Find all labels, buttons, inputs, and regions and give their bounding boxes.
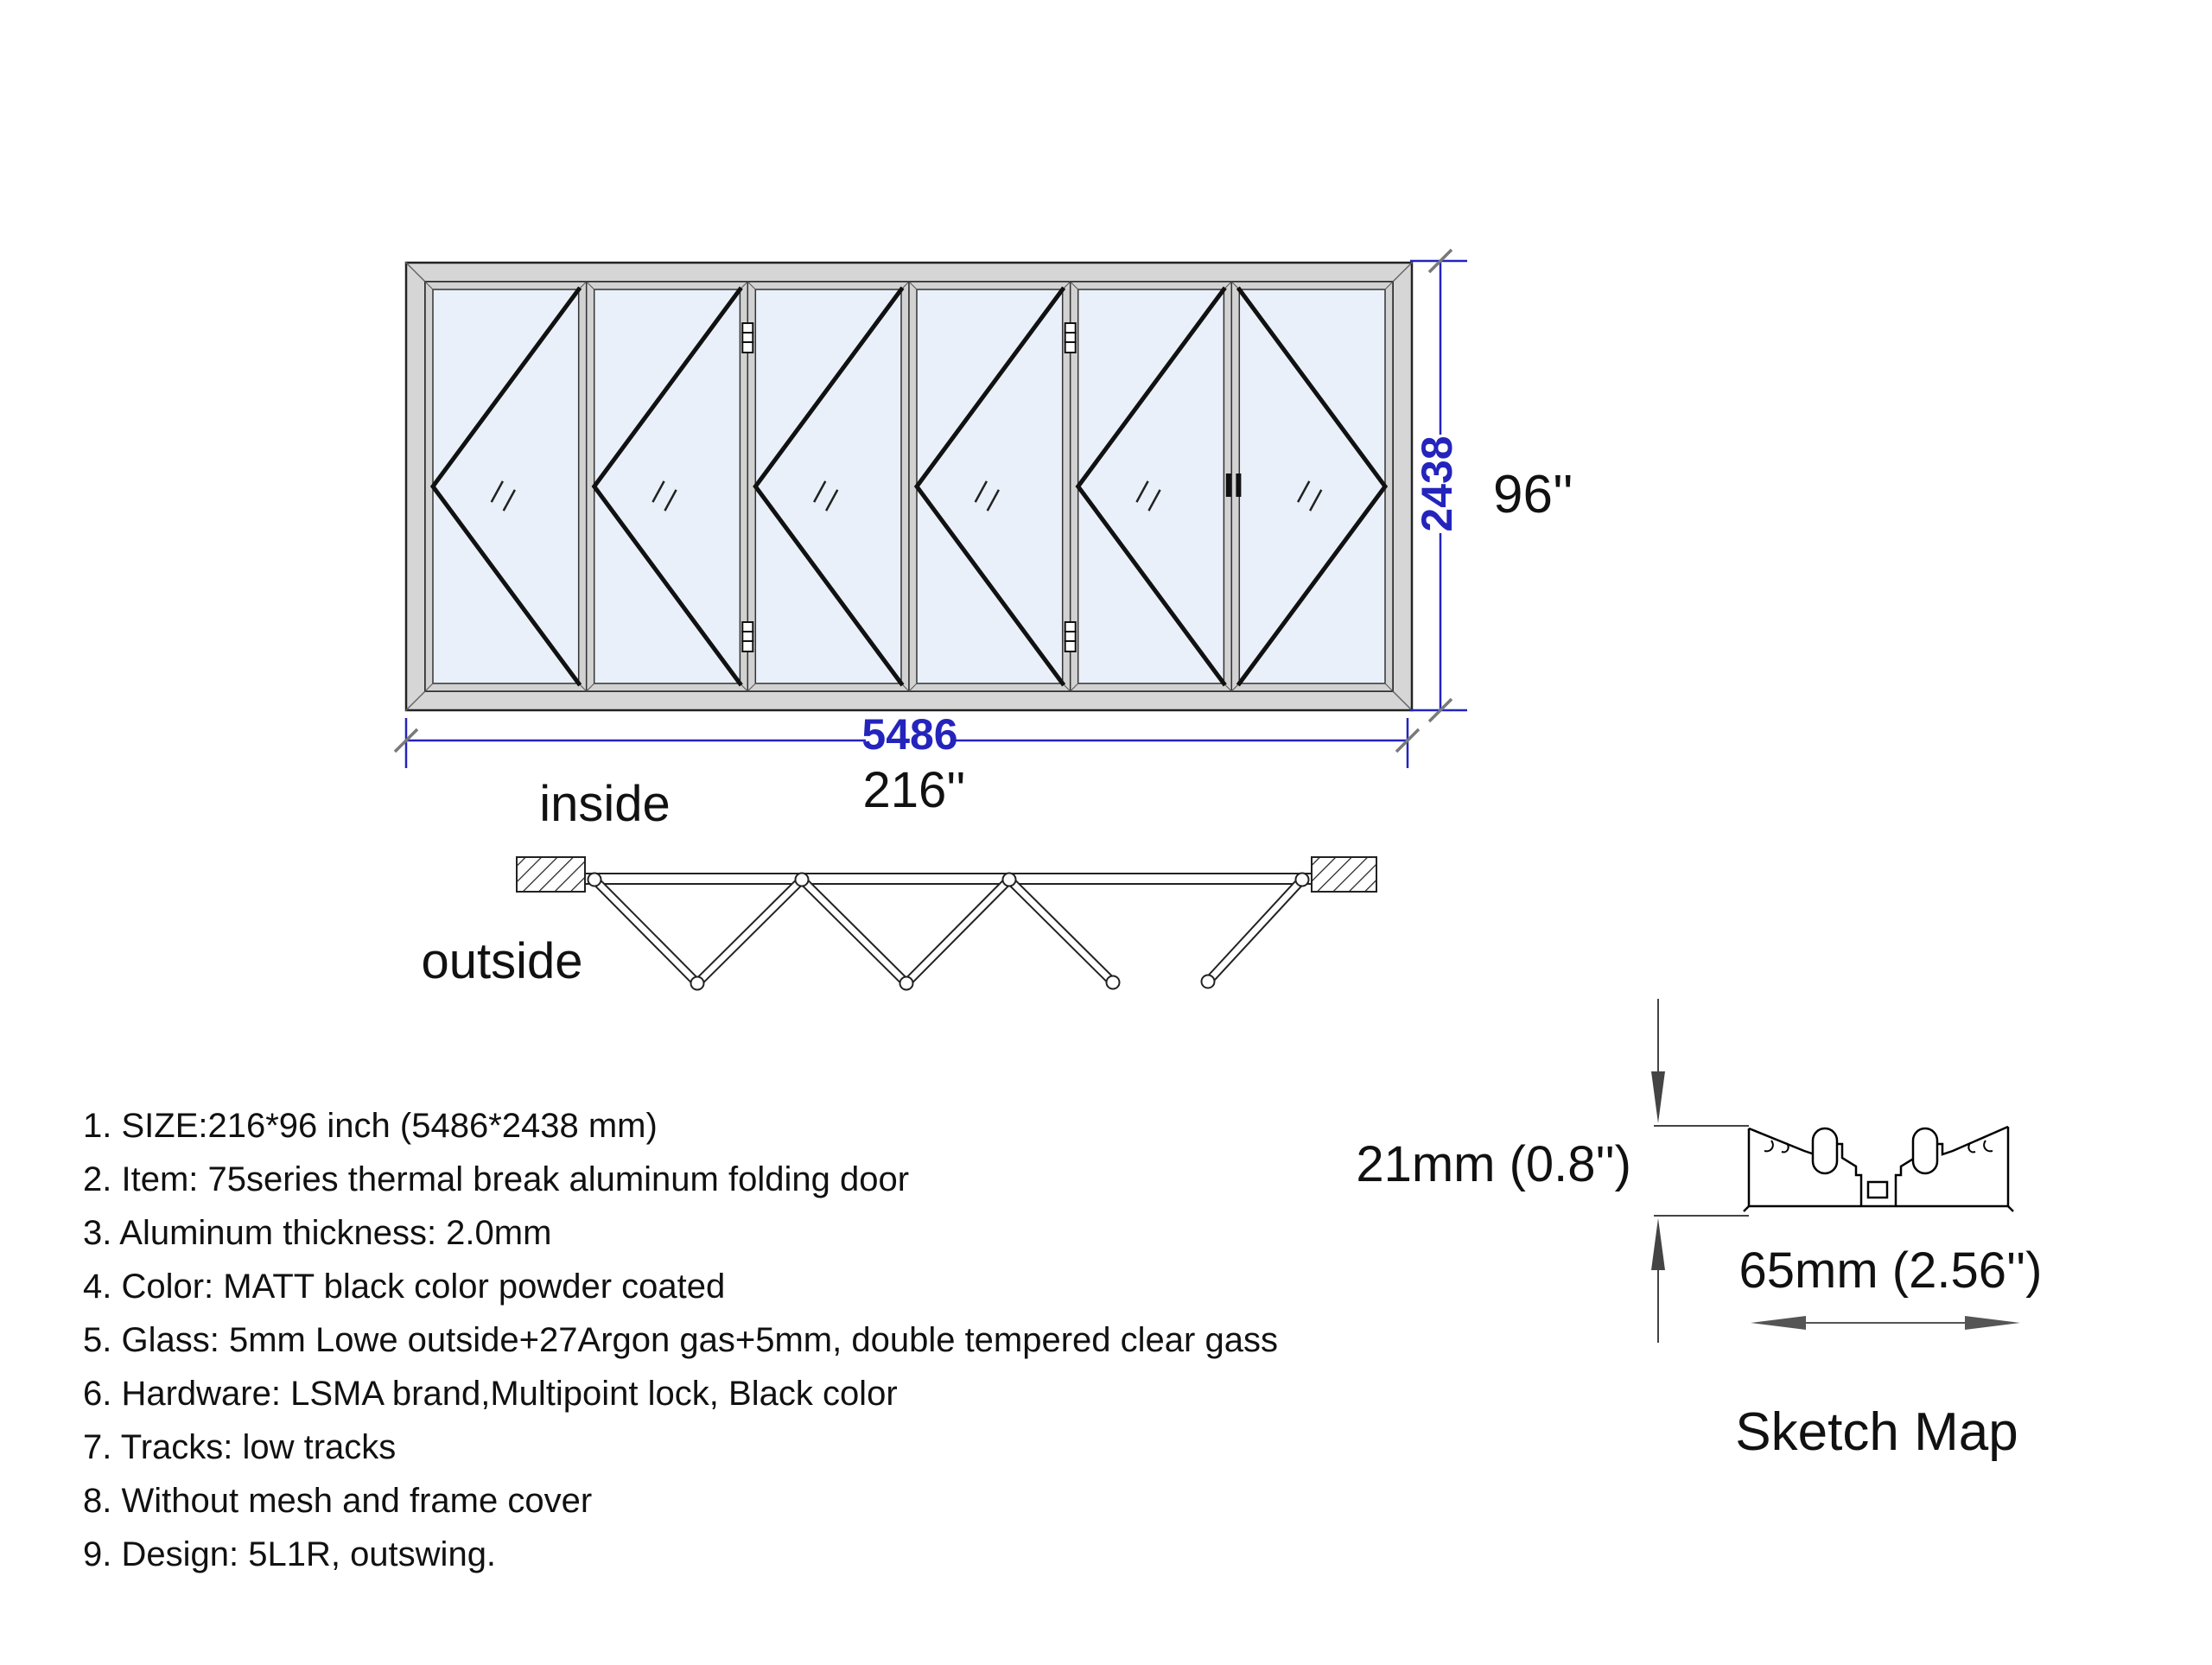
- spec-line-7: 7. Tracks: low tracks: [83, 1428, 397, 1466]
- dimension-height-in: 96'': [1493, 465, 1573, 524]
- spec-line-4: 4. Color: MATT black color powder coated: [83, 1268, 726, 1306]
- dimension-track-height: 21mm (0.8''): [1356, 1136, 1631, 1192]
- door-panel-2: [587, 282, 748, 691]
- spec-line-8: 8. Without mesh and frame cover: [83, 1482, 593, 1520]
- track-width-dimension: [1751, 1316, 2020, 1330]
- sketch-map-title: Sketch Map: [1735, 1402, 2018, 1462]
- track-height-dimension: [1651, 999, 1749, 1343]
- track-profile-drawing: [1744, 1127, 2013, 1211]
- label-inside: inside: [539, 776, 671, 832]
- dimension-track-width: 65mm (2.56''): [1738, 1242, 2043, 1299]
- door-front-view: [406, 263, 1412, 710]
- label-outside: outside: [421, 933, 583, 989]
- track-lines: [585, 874, 1312, 884]
- wall-hatch-left: [517, 857, 585, 892]
- spec-line-5: 5. Glass: 5mm Lowe outside+27Argon gas+5mm, double tempered clear gass: [83, 1321, 1278, 1359]
- spec-line-3: 3. Aluminum thickness: 2.0mm: [83, 1214, 552, 1252]
- wall-hatch-right: [1312, 857, 1376, 892]
- dimension-width-in: 216'': [862, 762, 966, 818]
- door-panel-4: [909, 282, 1071, 691]
- dimension-height-mm: 2438: [1413, 435, 1461, 532]
- spec-line-6: 6. Hardware: LSMA brand,Multipoint lock, Black color: [83, 1375, 898, 1413]
- door-panel-1: [425, 282, 587, 691]
- folding-plan-view: [517, 857, 1376, 990]
- door-panel-5: [1071, 282, 1232, 691]
- spec-line-2: 2. Item: 75series thermal break aluminum folding door: [83, 1160, 910, 1198]
- pivot-circles: [588, 874, 1309, 990]
- spec-list: [83, 1099, 1278, 1581]
- spec-line-9: 9. Design: 5L1R, outswing.: [83, 1535, 497, 1573]
- door-panel-3: [747, 282, 909, 691]
- folding-panels: [588, 874, 1309, 990]
- spec-line-1: 1. SIZE:216*96 inch (5486*2438 mm): [83, 1107, 658, 1145]
- roller-icon: [1813, 1128, 1837, 1173]
- roller-icon: [1913, 1128, 1937, 1173]
- door-panel-6: [1231, 282, 1393, 691]
- dimension-width-mm: 5486: [861, 710, 958, 759]
